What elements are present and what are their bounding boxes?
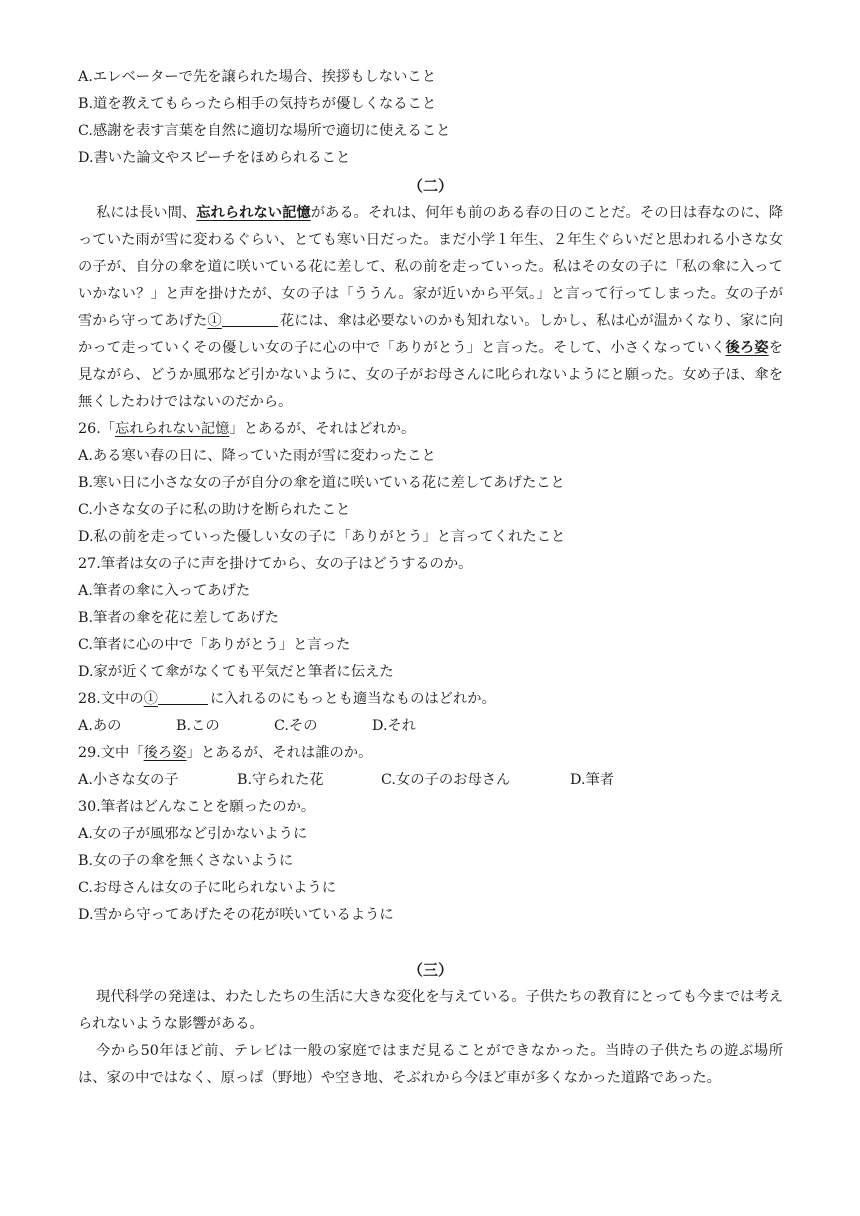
passage-text: 花には、傘は必要ないのかも知れない。しかし、私は心が温かくなり、家に向かって走っていくその優しい女の子に心の中で「ありがとう」と言った。そして、小さくなっていく (78, 313, 784, 356)
spacer (78, 929, 783, 956)
q25-option-d: D.書いた論文やスピーチをほめられること (78, 150, 351, 166)
q27-option-c: C.筆者に心の中で「ありがとう」と言った (78, 637, 351, 653)
question-text: 29.文中「 (78, 745, 144, 761)
q25-option-a: A.エレベーターで先を譲られた場合、挨拶もしないこと (78, 69, 436, 85)
passage-text: を見ながら、どうか風邪など引かないように、女の子がお母さんに叱られないようにと願った。女め子ほ、傘を無くしたわけではないのだから。 (78, 340, 783, 410)
question-text: 28.文中の (78, 691, 144, 707)
q26-question (78, 416, 783, 443)
q26-option-a: A.ある寒い春の日に、降っていた雨が雪に変わったこと (78, 448, 436, 464)
blank-marker: ① (143, 691, 158, 707)
section-2-heading: （二） (407, 177, 453, 195)
blank-line (158, 688, 208, 705)
passage-text: 私には長い間、 (96, 205, 197, 221)
passage-text: がある。それは、何年も前のある春の日のことだ。その日は春なのに、降っていた雨が雪に変わるぐらい、とても寒い日だった。まだ小学１年生、２年生ぐらいだと思われる小さな女の子が、自分の傘を道に咲いている花に差して、私の前を走っていった。私はその女の子に「私の傘に入っていかない？」と声を掛けたが、女の子は「ううん。家が近いから平気。」と言って行ってしまった。女の子が雪から守ってあげた (78, 205, 784, 329)
blank-marker: ① (207, 313, 222, 329)
q29-options (78, 767, 783, 794)
section-3-heading: （三） (407, 961, 453, 979)
q30-option-c: C.お母さんは女の子に叱られないように (78, 880, 337, 896)
q29-option-a: A.小さな女の子 (78, 772, 179, 788)
section-2-passage (78, 200, 783, 416)
question-keyword: 後ろ姿 (143, 745, 187, 761)
q28-option-b: B.この (176, 718, 220, 734)
q26-option-c: C.小さな女の子に私の助けを断られたこと (78, 502, 351, 518)
question-keyword: 忘れられない記憶 (115, 421, 230, 437)
q26-option-d: D.私の前を走っていった優しい女の子に「ありがとう」と言ってくれたこと (78, 529, 566, 545)
q28-option-a: A.あの (78, 718, 122, 734)
question-text: に入れるのにもっとも適当なものはどれか。 (209, 691, 496, 707)
exam-page (78, 64, 783, 1092)
question-text: 26.「 (78, 421, 116, 437)
q27-option-b: B.筆者の傘を花に差してあげた (78, 610, 279, 626)
section-3-paragraph-1: 現代科学の発達は、わたしたちの生活に大きな変化を与えている。子供たちの教育にとっても今までは考えられないような影響がある。 (78, 989, 783, 1032)
keyword-unforgettable-memory: 忘れられない記憶 (196, 205, 311, 221)
keyword-back-figure: 後ろ姿 (725, 340, 769, 356)
q29-option-d: D.筆者 (570, 772, 615, 788)
q25-option-c: C.感謝を表す言葉を自然に適切な場所で適切に使えること (78, 123, 451, 139)
q28-option-c: C.その (274, 718, 318, 734)
q26-option-b: B.寒い日に小さな女の子が自分の傘を道に咲いている花に差してあげたこと (78, 475, 565, 491)
q25-option-b: B.道を教えてもらったら相手の気持ちが優しくなること (78, 96, 437, 112)
q30-question: 30.筆者はどんなことを願ったのか。 (78, 799, 316, 815)
q27-question: 27.筆者は女の子に声を掛けてから、女の子はどうするのか。 (78, 556, 473, 572)
q27-option-a: A.筆者の傘に入ってあげた (78, 583, 251, 599)
q30-option-b: B.女の子の傘を無くさないように (78, 853, 294, 869)
q27-option-d: D.家が近くて傘がなくても平気だと筆者に伝えた (78, 664, 394, 680)
q29-question (78, 740, 783, 767)
question-text: 」とあるが、それはどれか。 (229, 421, 416, 437)
q29-option-c: C.女の子のお母さん (381, 772, 511, 788)
q30-option-d: D.雪から守ってあげたその花が咲いているように (78, 907, 394, 923)
q28-question (78, 686, 783, 713)
question-text: 」とあるが、それは誰のか。 (186, 745, 373, 761)
section-3-paragraph-2: 今から50年ほど前、テレビは一般の家庭ではまだ見ることができなかった。当時の子供たちの遊ぶ場所は、家の中ではなく、原っぱ（野地）や空き地、そぶれから今ほど車が多くなかった道路であった。 (78, 1043, 783, 1086)
q30-option-a: A.女の子が風邪など引かないように (78, 826, 308, 842)
q29-option-b: B.守られた花 (237, 772, 324, 788)
q28-options (78, 713, 783, 740)
blank-line (222, 310, 278, 327)
q28-option-d: D.それ (372, 718, 417, 734)
